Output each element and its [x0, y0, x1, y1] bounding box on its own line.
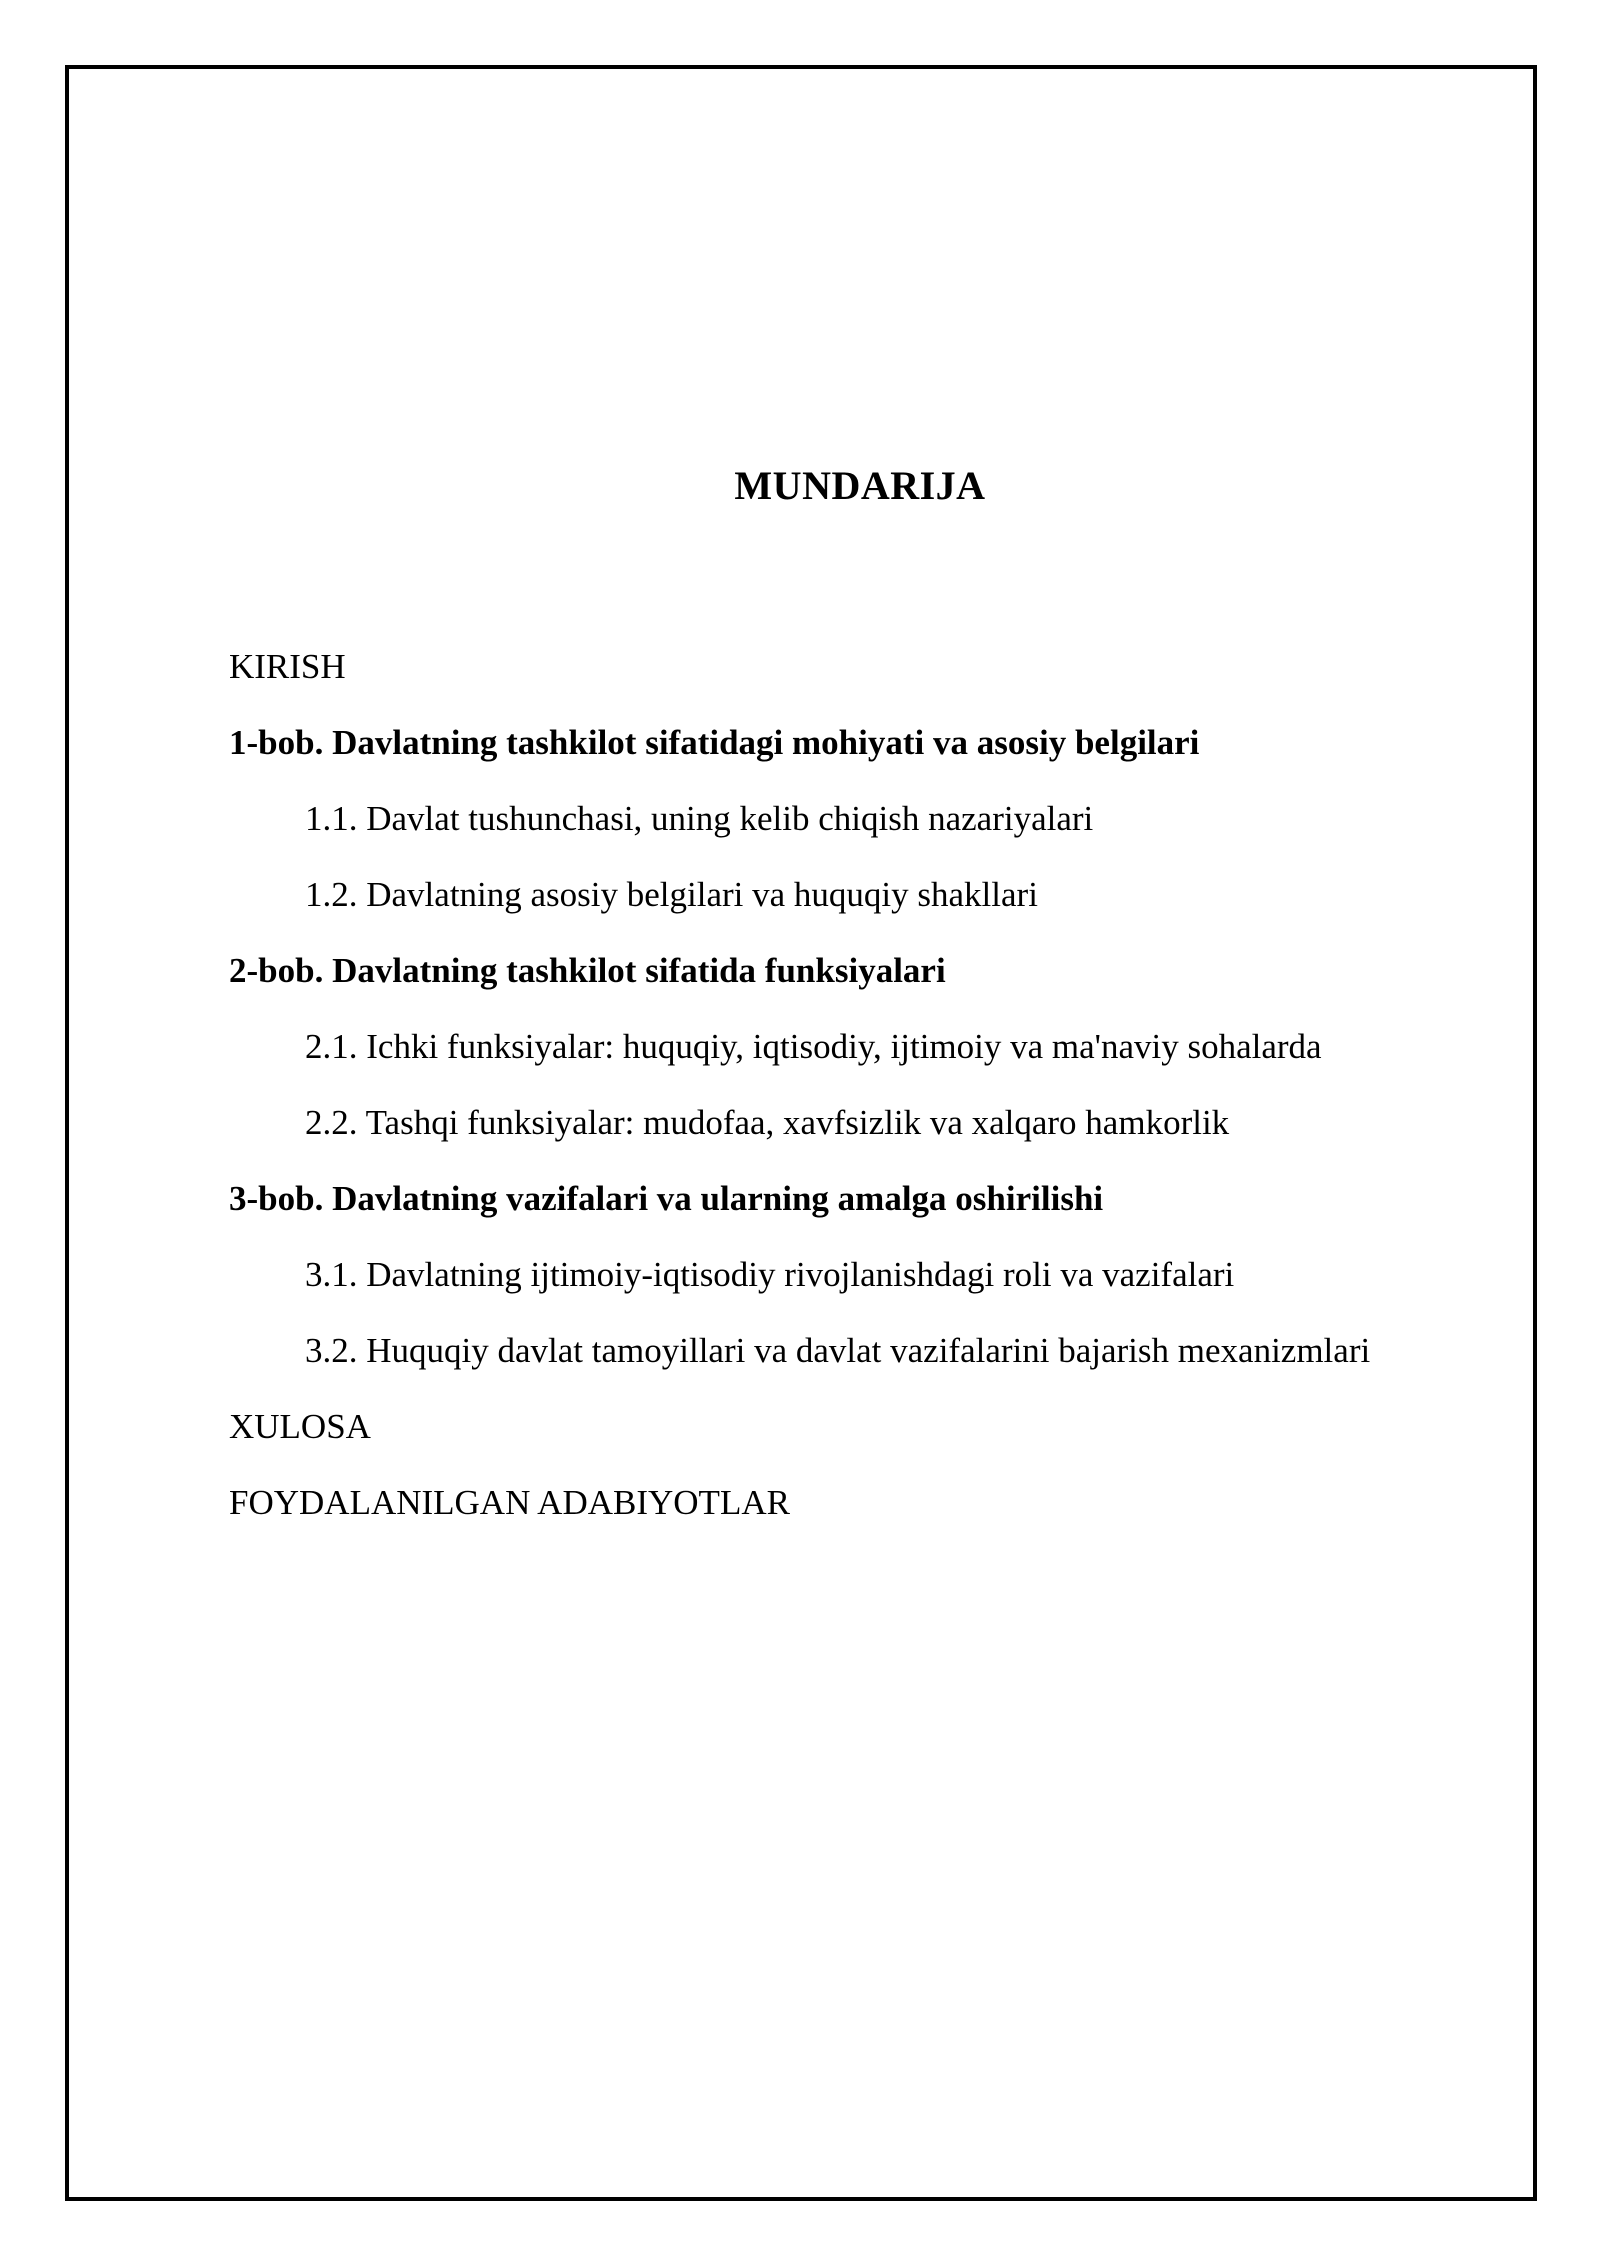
- toc-chapter-3: 3-bob. Davlatning vazifalari va ularning amalga oshirilishi: [229, 1179, 1104, 1218]
- toc-section-1-2: 1.2. Davlatning asosiy belgilari va huquqiy shakllari: [305, 875, 1038, 914]
- toc-section-2-2: 2.2. Tashqi funksiyalar: mudofaa, xavfsizlik va xalqaro hamkorlik: [305, 1103, 1230, 1142]
- toc-section-1-1: 1.1. Davlat tushunchasi, uning kelib chiqish nazariyalari: [305, 799, 1094, 838]
- toc-item-conclusion: XULOSA: [229, 1407, 371, 1446]
- toc-section-2-1: 2.1. Ichki funksiyalar: huquqiy, iqtisodiy, ijtimoiy va ma'naviy sohalarda: [305, 1027, 1322, 1066]
- toc-chapter-1: 1-bob. Davlatning tashkilot sifatidagi mohiyati va asosiy belgilari: [229, 723, 1200, 762]
- toc-item-references: FOYDALANILGAN ADABIYOTLAR: [229, 1483, 790, 1522]
- toc-chapter-2: 2-bob. Davlatning tashkilot sifatida funksiyalari: [229, 951, 946, 990]
- toc-section-3-1: 3.1. Davlatning ijtimoiy-iqtisodiy rivojlanishdagi roli va vazifalari: [305, 1255, 1235, 1294]
- toc-section-3-2: 3.2. Huquqiy davlat tamoyillari va davlat vazifalarini bajarish mexanizmlari: [305, 1331, 1371, 1370]
- table-of-contents: [229, 645, 1529, 1557]
- toc-item-introduction: KIRISH: [229, 647, 346, 686]
- page-title: MUNDARIJA: [734, 463, 986, 508]
